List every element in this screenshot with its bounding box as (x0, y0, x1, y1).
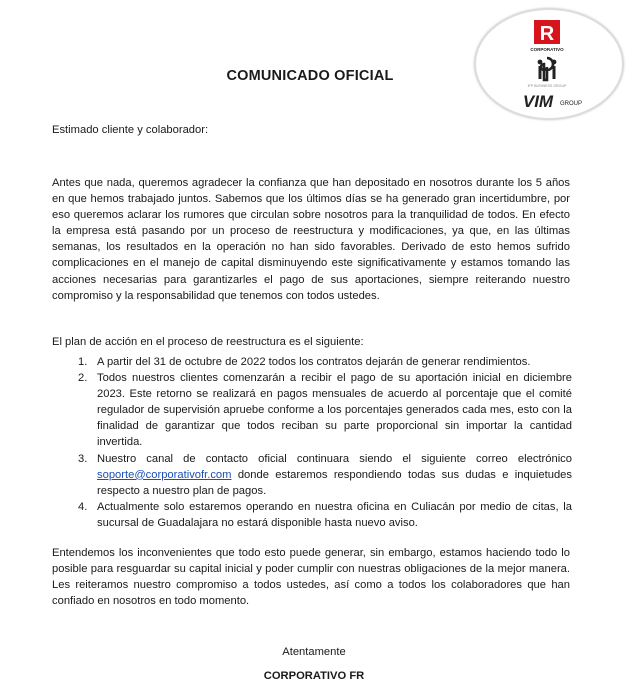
list-number: 4. (78, 500, 88, 513)
list-item (78, 451, 572, 499)
support-email-link[interactable]: soporte@corporativofr.com (97, 468, 232, 481)
intro-paragraph: Antes que nada, queremos agradecer la confianza que han depositado en nosotros durante los 5 años en que hemos trabajado juntos. Sabemos que los últimos días se ha generado gran incertidumbre, por eso queremos aclarar los rumores que circulan sobre nosotros para la tranquilidad de todos. En efecto la empresa está pasando por un proceso de reestructura y modificaciones, ya que, en las últimas semanas, los resultados en la operación no han sido favorables. Derivado de esto hemos sufrido complicaciones en el manejo de capital disminuyendo este significativamente y estamos tomando las acciones necesarias para garantizarles el pago de sus aportaciones, siempre reiterando nuestro compromiso y la responsabilidad que tenemos con todos ustedes. (52, 177, 570, 302)
company-logos-seal (474, 8, 624, 120)
r-logo-caption: CORPORATIVO (530, 47, 564, 52)
vim-logo-text: VIM (522, 92, 554, 111)
list-number: 1. (78, 356, 88, 368)
list-number: 2. (78, 372, 88, 385)
vim-group-text: GROUP (559, 101, 583, 107)
ifp-stem-right (553, 66, 556, 79)
list-item-text-after: donde estaremos respondiendo todas sus dudas e inquietudes respecto a nuestro plan de pagos. (97, 468, 572, 497)
list-item-text: Actualmente solo estaremos operando en nuestra oficina en Culiacán por medio de citas, la sucursal de Guadalajara no estará disponible hasta nuevo aviso. (97, 500, 572, 529)
document-title: COMUNICADO OFICIAL (226, 68, 394, 84)
list-number: 3. (78, 452, 88, 465)
ifp-caption: IFP BUSINESS GROUP (527, 84, 567, 88)
list-item-text-before: Nuestro canal de contacto oficial continuara siendo el siguiente correo electrónico (97, 452, 572, 465)
signature: CORPORATIVO FR (263, 670, 365, 682)
list-item (78, 370, 572, 450)
list-item-text: Todos nuestros clientes comenzarán a recibir el pago de su aportación inicial en diciembre 2023. Este retorno se realizará en pagos mensuales de acuerdo al porcentaje que el comité regulador de supervisión apruebe conforme a los porcentajes generados cada mes, esto con la finalidad de garantizar que todos reciban su parte proporcional sin importar la cantidad invertida. (97, 372, 572, 449)
ifp-curve (541, 58, 553, 80)
action-plan-list (78, 354, 572, 531)
signoff: Atentamente (282, 646, 346, 658)
list-item (78, 354, 572, 370)
plan-intro: El plan de acción en el proceso de reestructura es el siguiente: (52, 336, 364, 348)
list-item-text: A partir del 31 de octubre de 2022 todos los contratos dejarán de generar rendimientos. (97, 356, 531, 368)
logos-graphic (476, 10, 622, 118)
closing-paragraph: Entendemos los inconvenientes que todo esto puede generar, sin embargo, estamos haciendo todo lo posible para resguardar su capital inicial y poder cumplir con nuestras obligaciones de la mejor manera. Les reiteramos nuestro compromiso a todos ustedes, así como a todos los colaboradores que han confiado en nosotros en todo momento. (52, 547, 570, 608)
greeting: Estimado cliente y colaborador: (52, 124, 209, 136)
list-item (78, 499, 572, 531)
r-logo-letter: R (539, 23, 555, 45)
